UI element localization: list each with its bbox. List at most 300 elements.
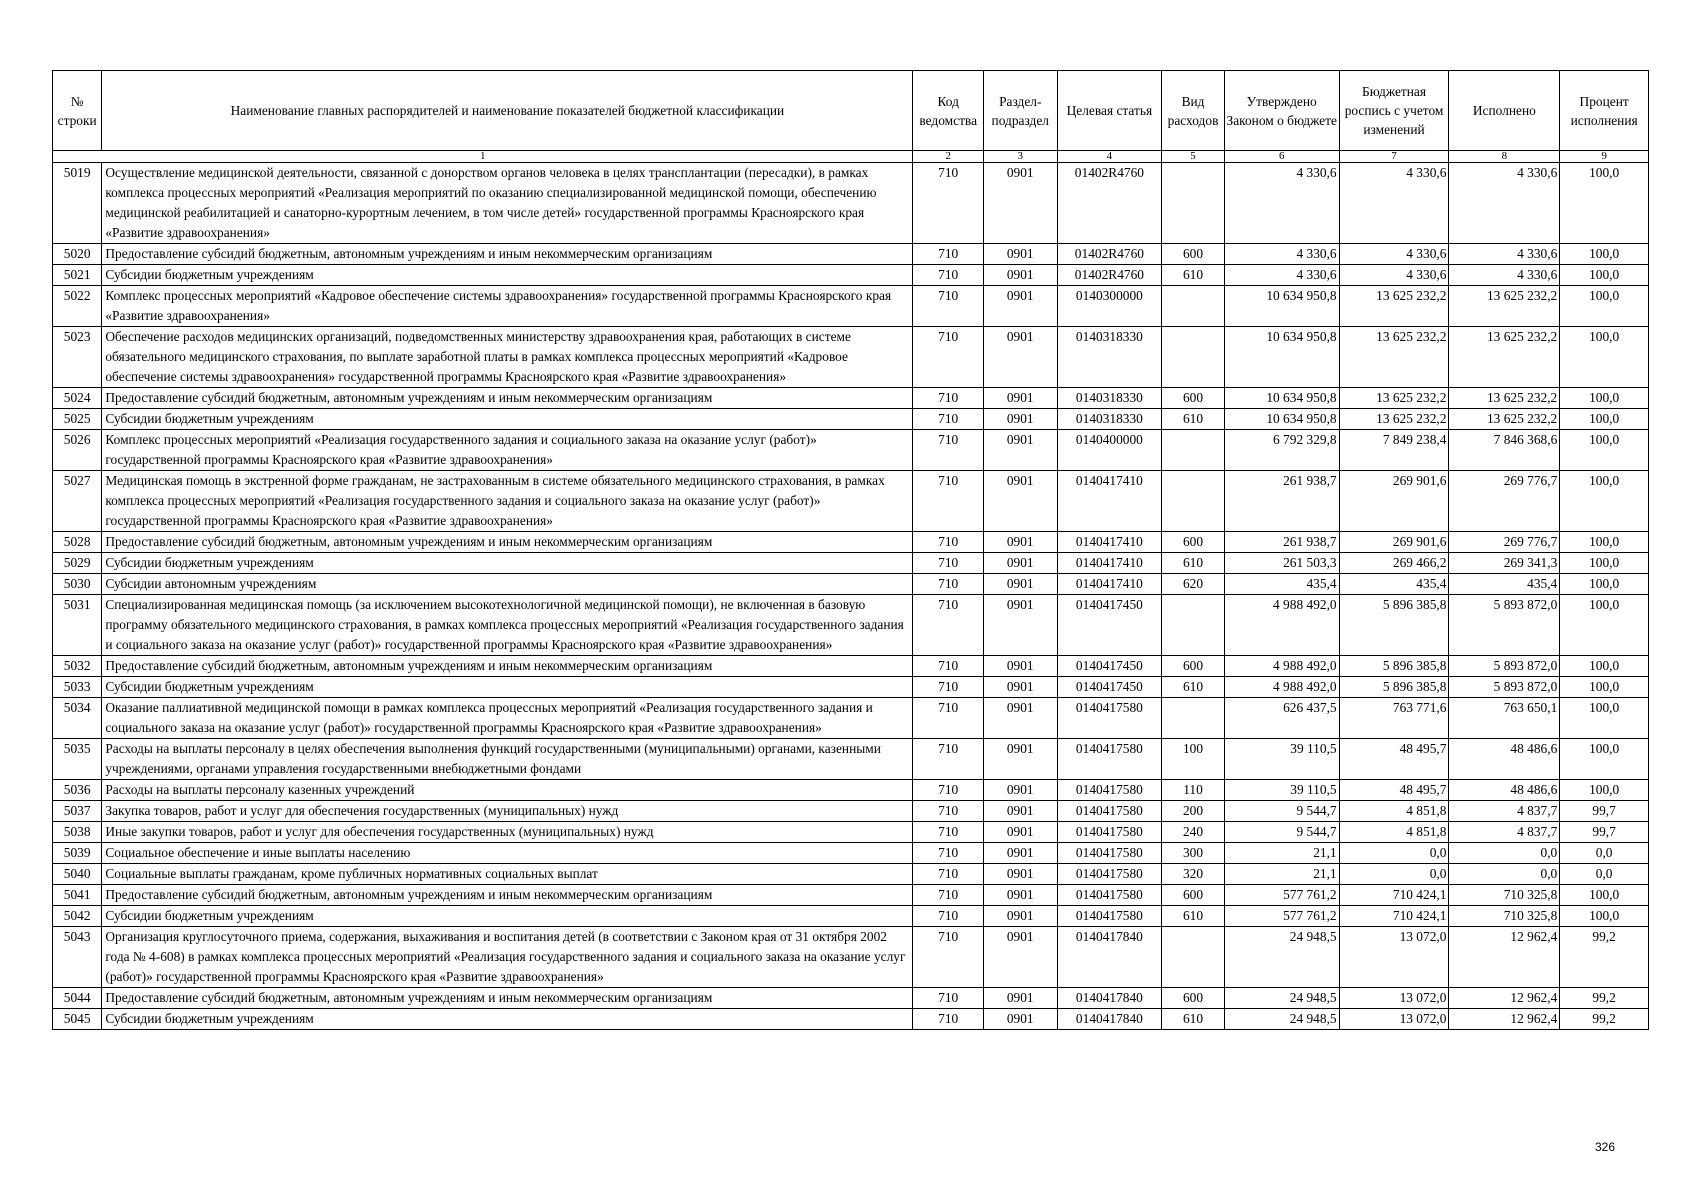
target-article: 0140417580: [1057, 822, 1162, 843]
row-number: 5036: [53, 780, 102, 801]
row-name: Субсидии бюджетным учреждениям: [102, 409, 913, 430]
row-name: Субсидии бюджетным учреждениям: [102, 553, 913, 574]
table-row: [53, 244, 1649, 265]
approved-amount: 10 634 950,8: [1224, 327, 1339, 388]
row-number: 5028: [53, 532, 102, 553]
table-row: [53, 286, 1649, 327]
table-row: [53, 656, 1649, 677]
section-code: 0901: [983, 822, 1057, 843]
section-code: 0901: [983, 801, 1057, 822]
budget-plan-amount: 13 625 232,2: [1339, 388, 1449, 409]
section-code: 0901: [983, 906, 1057, 927]
target-article: 0140417580: [1057, 801, 1162, 822]
target-article: 01402R4760: [1057, 244, 1162, 265]
executed-amount: 12 962,4: [1449, 988, 1560, 1009]
budget-plan-amount: 710 424,1: [1339, 885, 1449, 906]
budget-plan-amount: 4 330,6: [1339, 163, 1449, 244]
section-code: 0901: [983, 780, 1057, 801]
dept-code: 710: [913, 656, 984, 677]
dept-code: 710: [913, 906, 984, 927]
approved-amount: 10 634 950,8: [1224, 409, 1339, 430]
row-number: 5020: [53, 244, 102, 265]
expense-type: 240: [1162, 822, 1224, 843]
execution-percent: 100,0: [1560, 265, 1649, 286]
header-approved: Утверждено Законом о бюджете: [1224, 71, 1339, 151]
expense-type: 600: [1162, 988, 1224, 1009]
execution-percent: 100,0: [1560, 780, 1649, 801]
table-row: [53, 698, 1649, 739]
column-number: 9: [1560, 151, 1649, 163]
budget-plan-amount: 4 851,8: [1339, 822, 1449, 843]
budget-plan-amount: 269 901,6: [1339, 471, 1449, 532]
dept-code: 710: [913, 471, 984, 532]
budget-plan-amount: 763 771,6: [1339, 698, 1449, 739]
execution-percent: 100,0: [1560, 409, 1649, 430]
budget-plan-amount: 7 849 238,4: [1339, 430, 1449, 471]
execution-percent: 0,0: [1560, 864, 1649, 885]
approved-amount: 21,1: [1224, 843, 1339, 864]
expense-type: 300: [1162, 843, 1224, 864]
row-number: 5019: [53, 163, 102, 244]
row-name: Субсидии бюджетным учреждениям: [102, 906, 913, 927]
execution-percent: 100,0: [1560, 677, 1649, 698]
dept-code: 710: [913, 780, 984, 801]
approved-amount: 4 330,6: [1224, 265, 1339, 286]
table-row: [53, 595, 1649, 656]
table-row: [53, 843, 1649, 864]
row-name: Предоставление субсидий бюджетным, автономным учреждениям и иным некоммерческим организациям: [102, 388, 913, 409]
execution-percent: 100,0: [1560, 532, 1649, 553]
budget-plan-amount: 48 495,7: [1339, 739, 1449, 780]
row-name: Предоставление субсидий бюджетным, автономным учреждениям и иным некоммерческим организациям: [102, 988, 913, 1009]
target-article: 0140417580: [1057, 780, 1162, 801]
approved-amount: 9 544,7: [1224, 822, 1339, 843]
section-code: 0901: [983, 698, 1057, 739]
expense-type: 600: [1162, 656, 1224, 677]
expense-type: 610: [1162, 906, 1224, 927]
target-article: 0140417840: [1057, 988, 1162, 1009]
approved-amount: 4 988 492,0: [1224, 595, 1339, 656]
row-number: 5043: [53, 927, 102, 988]
row-number: 5025: [53, 409, 102, 430]
row-number: 5031: [53, 595, 102, 656]
header-row: [53, 71, 1649, 151]
row-name: Расходы на выплаты персоналу казенных учреждений: [102, 780, 913, 801]
row-name: Оказание паллиативной медицинской помощи в рамках комплекса процессных мероприятий «Реализация государственного задания и социального заказа на оказание услуг (работ)» государственной программы Красноярского края «Развитие здравоохранения»: [102, 698, 913, 739]
budget-plan-amount: 13 625 232,2: [1339, 409, 1449, 430]
table-row: [53, 739, 1649, 780]
row-name: Предоставление субсидий бюджетным, автономным учреждениям и иным некоммерческим организациям: [102, 885, 913, 906]
table-row: [53, 927, 1649, 988]
budget-plan-amount: 5 896 385,8: [1339, 595, 1449, 656]
expense-type: [1162, 927, 1224, 988]
executed-amount: 13 625 232,2: [1449, 327, 1560, 388]
table-row: [53, 822, 1649, 843]
row-name: Организация круглосуточного приема, содержания, выхаживания и воспитания детей (в соответствии с Законом края от 31 октября 2002 года № 4-608) в рамках комплекса процессных мероприятий «Реализация государственного задания и социального заказа на оказание услуг (работ)» государственной программы Красноярского края «Развитие здравоохранения»: [102, 927, 913, 988]
row-name: Специализированная медицинская помощь (за исключением высокотехнологичной медицинской помощи), не включенная в базовую программу обязательного медицинского страхования, в рамках комплекса процессных мероприятий «Реализация государственного задания и социального заказа на оказание услуг (работ)» государственной программы Красноярского края «Развитие здравоохранения»: [102, 595, 913, 656]
row-number: 5021: [53, 265, 102, 286]
budget-table-sheet: [52, 70, 1649, 1030]
dept-code: 710: [913, 595, 984, 656]
dept-code: 710: [913, 885, 984, 906]
executed-amount: 4 837,7: [1449, 801, 1560, 822]
dept-code: 710: [913, 553, 984, 574]
approved-amount: 21,1: [1224, 864, 1339, 885]
column-number: 1: [53, 151, 913, 163]
target-article: 0140318330: [1057, 327, 1162, 388]
section-code: 0901: [983, 574, 1057, 595]
section-code: 0901: [983, 1009, 1057, 1030]
execution-percent: 100,0: [1560, 656, 1649, 677]
header-dept-code: Код ведомства: [913, 71, 984, 151]
expense-type: 610: [1162, 553, 1224, 574]
column-number: 6: [1224, 151, 1339, 163]
expense-type: 620: [1162, 574, 1224, 595]
header-target: Целевая статья: [1057, 71, 1162, 151]
table-row: [53, 388, 1649, 409]
table-row: [53, 988, 1649, 1009]
dept-code: 710: [913, 388, 984, 409]
execution-percent: 100,0: [1560, 163, 1649, 244]
execution-percent: 99,7: [1560, 822, 1649, 843]
section-code: 0901: [983, 988, 1057, 1009]
table-row: [53, 906, 1649, 927]
column-number: 3: [983, 151, 1057, 163]
row-number: 5038: [53, 822, 102, 843]
target-article: 0140318330: [1057, 388, 1162, 409]
executed-amount: 13 625 232,2: [1449, 388, 1560, 409]
dept-code: 710: [913, 739, 984, 780]
expense-type: [1162, 698, 1224, 739]
section-code: 0901: [983, 409, 1057, 430]
row-name: Субсидии бюджетным учреждениям: [102, 265, 913, 286]
row-name: Осуществление медицинской деятельности, связанной с донорством органов человека в целях трансплантации (пересадки), в рамках комплекса процессных мероприятий «Реализация мероприятий по оказанию специализированной медицинской помощи, обеспечению медицинской реабилитацией и санаторно-курортным лечением, в том числе детей» государственной программы Красноярского края «Развитие здравоохранения»: [102, 163, 913, 244]
approved-amount: 4 988 492,0: [1224, 656, 1339, 677]
row-number: 5042: [53, 906, 102, 927]
row-name: Комплекс процессных мероприятий «Кадровое обеспечение системы здравоохранения» государственной программы Красноярского края «Развитие здравоохранения»: [102, 286, 913, 327]
column-number: 5: [1162, 151, 1224, 163]
dept-code: 710: [913, 532, 984, 553]
row-number: 5040: [53, 864, 102, 885]
executed-amount: 4 330,6: [1449, 244, 1560, 265]
expense-type: [1162, 286, 1224, 327]
dept-code: 710: [913, 843, 984, 864]
target-article: 0140417450: [1057, 595, 1162, 656]
table-row: [53, 553, 1649, 574]
executed-amount: 269 776,7: [1449, 532, 1560, 553]
section-code: 0901: [983, 864, 1057, 885]
header-budget-plan: Бюджетная роспись с учетом изменений: [1339, 71, 1449, 151]
expense-type: 600: [1162, 532, 1224, 553]
target-article: 0140318330: [1057, 409, 1162, 430]
budget-plan-amount: 4 330,6: [1339, 244, 1449, 265]
execution-percent: 100,0: [1560, 244, 1649, 265]
section-code: 0901: [983, 677, 1057, 698]
row-name: Субсидии бюджетным учреждениям: [102, 677, 913, 698]
execution-percent: 100,0: [1560, 885, 1649, 906]
target-article: 0140417410: [1057, 553, 1162, 574]
executed-amount: 5 893 872,0: [1449, 677, 1560, 698]
expense-type: 110: [1162, 780, 1224, 801]
row-name: Иные закупки товаров, работ и услуг для обеспечения государственных (муниципальных) нужд: [102, 822, 913, 843]
section-code: 0901: [983, 595, 1057, 656]
expense-type: 610: [1162, 677, 1224, 698]
dept-code: 710: [913, 265, 984, 286]
target-article: 0140417450: [1057, 656, 1162, 677]
expense-type: [1162, 430, 1224, 471]
budget-plan-amount: 710 424,1: [1339, 906, 1449, 927]
row-name: Предоставление субсидий бюджетным, автономным учреждениям и иным некоммерческим организациям: [102, 532, 913, 553]
target-article: 0140417580: [1057, 698, 1162, 739]
dept-code: 710: [913, 327, 984, 388]
header-percent: Процент исполнения: [1560, 71, 1649, 151]
header-row-no: № строки: [53, 71, 102, 151]
execution-percent: 100,0: [1560, 430, 1649, 471]
dept-code: 710: [913, 698, 984, 739]
table-row: [53, 163, 1649, 244]
executed-amount: 5 893 872,0: [1449, 656, 1560, 677]
dept-code: 710: [913, 864, 984, 885]
column-number: 7: [1339, 151, 1449, 163]
budget-plan-amount: 13 625 232,2: [1339, 286, 1449, 327]
executed-amount: 13 625 232,2: [1449, 409, 1560, 430]
expense-type: [1162, 163, 1224, 244]
budget-execution-table: [52, 70, 1649, 1030]
target-article: 0140417450: [1057, 677, 1162, 698]
executed-amount: 435,4: [1449, 574, 1560, 595]
expense-type: 610: [1162, 265, 1224, 286]
execution-percent: 100,0: [1560, 574, 1649, 595]
executed-amount: 763 650,1: [1449, 698, 1560, 739]
table-row: [53, 265, 1649, 286]
budget-plan-amount: 435,4: [1339, 574, 1449, 595]
execution-percent: 100,0: [1560, 595, 1649, 656]
expense-type: 610: [1162, 409, 1224, 430]
executed-amount: 4 330,6: [1449, 163, 1560, 244]
executed-amount: 12 962,4: [1449, 927, 1560, 988]
table-body: [53, 163, 1649, 1030]
header-executed: Исполнено: [1449, 71, 1560, 151]
row-number: 5045: [53, 1009, 102, 1030]
target-article: 0140417410: [1057, 471, 1162, 532]
approved-amount: 24 948,5: [1224, 927, 1339, 988]
row-number: 5027: [53, 471, 102, 532]
executed-amount: 4 330,6: [1449, 265, 1560, 286]
approved-amount: 261 938,7: [1224, 471, 1339, 532]
execution-percent: 0,0: [1560, 843, 1649, 864]
dept-code: 710: [913, 244, 984, 265]
row-number: 5041: [53, 885, 102, 906]
row-name: Субсидии автономным учреждениям: [102, 574, 913, 595]
section-code: 0901: [983, 163, 1057, 244]
executed-amount: 12 962,4: [1449, 1009, 1560, 1030]
column-number: 4: [1057, 151, 1162, 163]
executed-amount: 0,0: [1449, 843, 1560, 864]
budget-plan-amount: 5 896 385,8: [1339, 677, 1449, 698]
row-name: Предоставление субсидий бюджетным, автономным учреждениям и иным некоммерческим организациям: [102, 656, 913, 677]
target-article: 0140417840: [1057, 927, 1162, 988]
section-code: 0901: [983, 265, 1057, 286]
budget-plan-amount: 269 466,2: [1339, 553, 1449, 574]
row-number: 5032: [53, 656, 102, 677]
executed-amount: 5 893 872,0: [1449, 595, 1560, 656]
expense-type: 600: [1162, 244, 1224, 265]
approved-amount: 39 110,5: [1224, 739, 1339, 780]
target-article: 01402R4760: [1057, 163, 1162, 244]
table-row: [53, 430, 1649, 471]
execution-percent: 100,0: [1560, 698, 1649, 739]
header-section: Раздел-подраздел: [983, 71, 1057, 151]
row-name: Социальные выплаты гражданам, кроме публичных нормативных социальных выплат: [102, 864, 913, 885]
section-code: 0901: [983, 430, 1057, 471]
header-exp-type: Вид расходов: [1162, 71, 1224, 151]
executed-amount: 710 325,8: [1449, 885, 1560, 906]
expense-type: 100: [1162, 739, 1224, 780]
execution-percent: 100,0: [1560, 553, 1649, 574]
execution-percent: 100,0: [1560, 388, 1649, 409]
executed-amount: 269 776,7: [1449, 471, 1560, 532]
target-article: 0140417580: [1057, 739, 1162, 780]
approved-amount: 4 988 492,0: [1224, 677, 1339, 698]
expense-type: 600: [1162, 388, 1224, 409]
budget-plan-amount: 4 851,8: [1339, 801, 1449, 822]
expense-type: 600: [1162, 885, 1224, 906]
approved-amount: 4 330,6: [1224, 244, 1339, 265]
row-number: 5039: [53, 843, 102, 864]
row-number: 5034: [53, 698, 102, 739]
dept-code: 710: [913, 822, 984, 843]
target-article: 0140417580: [1057, 906, 1162, 927]
page-number: 326: [1594, 1140, 1615, 1154]
dept-code: 710: [913, 574, 984, 595]
execution-percent: 99,2: [1560, 927, 1649, 988]
approved-amount: 10 634 950,8: [1224, 388, 1339, 409]
expense-type: [1162, 471, 1224, 532]
executed-amount: 13 625 232,2: [1449, 286, 1560, 327]
expense-type: 320: [1162, 864, 1224, 885]
approved-amount: 4 330,6: [1224, 163, 1339, 244]
table-row: [53, 780, 1649, 801]
section-code: 0901: [983, 327, 1057, 388]
approved-amount: 39 110,5: [1224, 780, 1339, 801]
executed-amount: 48 486,6: [1449, 780, 1560, 801]
table-row: [53, 532, 1649, 553]
row-name: Расходы на выплаты персоналу в целях обеспечения выполнения функций государственными (муниципальными) органами, казенными учреждениями, органами управления государственными внебюджетными фондами: [102, 739, 913, 780]
row-number: 5029: [53, 553, 102, 574]
section-code: 0901: [983, 471, 1057, 532]
execution-percent: 100,0: [1560, 471, 1649, 532]
section-code: 0901: [983, 553, 1057, 574]
section-code: 0901: [983, 244, 1057, 265]
target-article: 0140400000: [1057, 430, 1162, 471]
table-row: [53, 327, 1649, 388]
approved-amount: 24 948,5: [1224, 988, 1339, 1009]
execution-percent: 100,0: [1560, 906, 1649, 927]
target-article: 0140417580: [1057, 885, 1162, 906]
column-number: 8: [1449, 151, 1560, 163]
section-code: 0901: [983, 388, 1057, 409]
dept-code: 710: [913, 801, 984, 822]
row-number: 5023: [53, 327, 102, 388]
dept-code: 710: [913, 286, 984, 327]
executed-amount: 710 325,8: [1449, 906, 1560, 927]
header-name: Наименование главных распорядителей и наименование показателей бюджетной классификации: [102, 71, 913, 151]
row-number: 5024: [53, 388, 102, 409]
row-name: Социальное обеспечение и иные выплаты населению: [102, 843, 913, 864]
section-code: 0901: [983, 843, 1057, 864]
budget-plan-amount: 13 072,0: [1339, 1009, 1449, 1030]
expense-type: 200: [1162, 801, 1224, 822]
execution-percent: 100,0: [1560, 739, 1649, 780]
section-code: 0901: [983, 739, 1057, 780]
budget-plan-amount: 13 625 232,2: [1339, 327, 1449, 388]
target-article: 0140417840: [1057, 1009, 1162, 1030]
table-row: [53, 677, 1649, 698]
budget-plan-amount: 5 896 385,8: [1339, 656, 1449, 677]
row-name: Медицинская помощь в экстренной форме гражданам, не застрахованным в системе обязательного медицинского страхования, в рамках комплекса процессных мероприятий «Реализация государственного задания и социального заказа на оказание услуг (работ)» государственной программы Красноярского края «Развитие здравоохранения»: [102, 471, 913, 532]
target-article: 0140417410: [1057, 532, 1162, 553]
approved-amount: 261 938,7: [1224, 532, 1339, 553]
dept-code: 710: [913, 409, 984, 430]
approved-amount: 261 503,3: [1224, 553, 1339, 574]
row-name: Предоставление субсидий бюджетным, автономным учреждениям и иным некоммерческим организациям: [102, 244, 913, 265]
dept-code: 710: [913, 988, 984, 1009]
dept-code: 710: [913, 677, 984, 698]
dept-code: 710: [913, 1009, 984, 1030]
table-row: [53, 1009, 1649, 1030]
table-row: [53, 885, 1649, 906]
target-article: 0140417580: [1057, 843, 1162, 864]
budget-plan-amount: 13 072,0: [1339, 927, 1449, 988]
row-number: 5030: [53, 574, 102, 595]
budget-plan-amount: 13 072,0: [1339, 988, 1449, 1009]
executed-amount: 7 846 368,6: [1449, 430, 1560, 471]
expense-type: 610: [1162, 1009, 1224, 1030]
budget-plan-amount: 4 330,6: [1339, 265, 1449, 286]
row-number: 5044: [53, 988, 102, 1009]
row-name: Комплекс процессных мероприятий «Реализация государственного задания и социального заказа на оказание услуг (работ)» государственной программы Красноярского края «Развитие здравоохранения»: [102, 430, 913, 471]
table-row: [53, 409, 1649, 430]
approved-amount: 577 761,2: [1224, 885, 1339, 906]
executed-amount: 0,0: [1449, 864, 1560, 885]
table-row: [53, 471, 1649, 532]
target-article: 01402R4760: [1057, 265, 1162, 286]
column-number: 2: [913, 151, 984, 163]
approved-amount: 9 544,7: [1224, 801, 1339, 822]
executed-amount: 4 837,7: [1449, 822, 1560, 843]
budget-plan-amount: 269 901,6: [1339, 532, 1449, 553]
approved-amount: 10 634 950,8: [1224, 286, 1339, 327]
row-number: 5026: [53, 430, 102, 471]
section-code: 0901: [983, 885, 1057, 906]
execution-percent: 100,0: [1560, 286, 1649, 327]
row-name: Закупка товаров, работ и услуг для обеспечения государственных (муниципальных) нужд: [102, 801, 913, 822]
executed-amount: 48 486,6: [1449, 739, 1560, 780]
execution-percent: 99,7: [1560, 801, 1649, 822]
dept-code: 710: [913, 163, 984, 244]
section-code: 0901: [983, 286, 1057, 327]
section-code: 0901: [983, 927, 1057, 988]
dept-code: 710: [913, 430, 984, 471]
target-article: 0140417410: [1057, 574, 1162, 595]
executed-amount: 269 341,3: [1449, 553, 1560, 574]
row-name: Субсидии бюджетным учреждениям: [102, 1009, 913, 1030]
approved-amount: 24 948,5: [1224, 1009, 1339, 1030]
expense-type: [1162, 327, 1224, 388]
execution-percent: 100,0: [1560, 327, 1649, 388]
row-number: 5022: [53, 286, 102, 327]
target-article: 0140300000: [1057, 286, 1162, 327]
